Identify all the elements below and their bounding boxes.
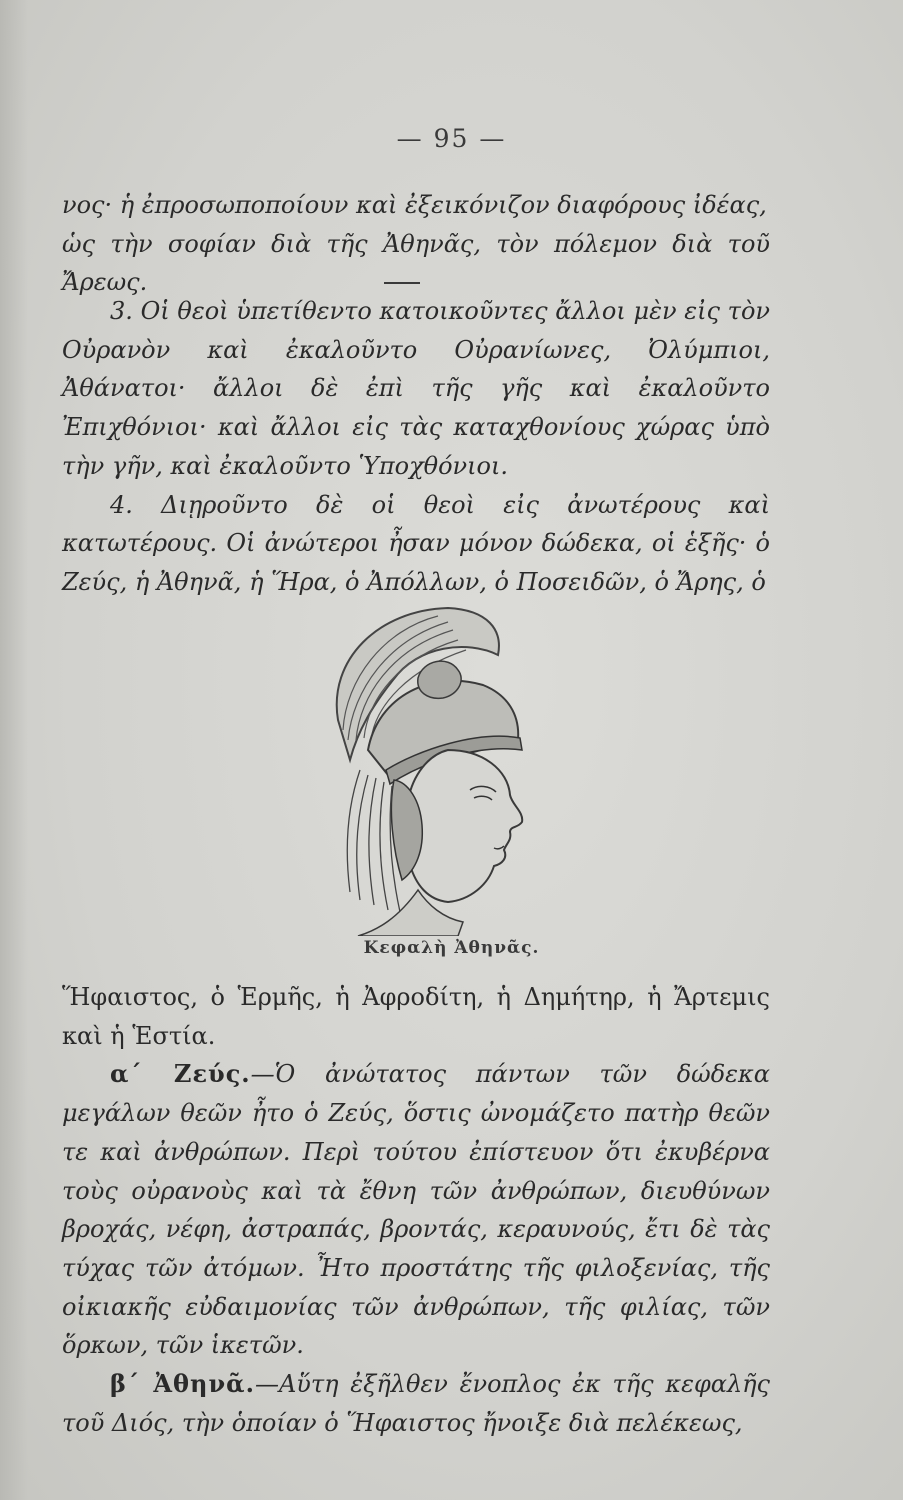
paragraph-4: 4. Διῃροῦντο δὲ οἱ θεοὶ εἰς ἀνωτέρους καὶ κατωτέρους. Οἱ ἀνώτεροι ἦσαν μόνον δώδεκα, οἱ ἑξῆς· ὁ Ζεύς, ἡ Ἀθηνᾶ, ἡ Ἥρα, ὁ Ἀπόλλων, ὁ Ποσειδῶν, ὁ Ἄρης, ὁ [62, 490, 770, 596]
zeus-text: —Ὁ ἀνώτατος πάντων τῶν δώδεκα μεγάλων θεῶν ἦτο ὁ Ζεύς, ὅστις ὠνομάζετο πατὴρ θεῶν τε καὶ ἀνθρώπων. Περὶ τούτου ἐπίστευον ὅτι ἐκυβέρνα τοὺς οὐρανοὺς καὶ τὰ ἔθνη τῶν ἀνθρώπων, διευθύνων βροχάς, νέφη, ἀστραπάς, βροντάς, κεραυνούς, ἔτι δὲ τὰς τύχας τῶν ἀτόμων. Ἦτο προστάτης τῆς φιλοξενίας, τῆς οἰκιακῆς εὐδαιμονίας τῶν ἀνθρώπων, τῆς φιλίας, τῶν ὅρκων, τῶν ἱκετῶν. [62, 1060, 770, 1360]
athena-text: —Αὕτη ἐξῆλθεν ἔνοπλος ἐκ τῆς κεφαλῆς τοῦ Διός, τὴν ὁποίαν ὁ Ἥφαιστος ἤνοιξε διὰ πελέκεως, [62, 1370, 770, 1437]
paragraph-3: 3. Οἱ θεοὶ ὑπετίθεντο κατοικοῦντες ἄλλοι μὲν εἰς τὸν Οὐρανὸν καὶ ἐκαλοῦντο Οὐρανίωνες, Ὀλύμπιοι, Ἀθάνατοι· ἄλλοι δὲ ἐπὶ τῆς γῆς καὶ ἐκαλοῦντο Ἐπιχθόνιοι· καὶ ἄλλοι εἰς τὰς καταχθονίους χώρας ὑπὸ τὴν γῆν, καὶ ἐκαλοῦντο Ὑποχθόνιοι. [62, 297, 770, 480]
page-fold-shadow [0, 0, 28, 1500]
zeus-heading: α΄ Ζεύς. [110, 1059, 251, 1089]
page-number: — 95 — [396, 124, 507, 153]
section-athena [62, 1365, 770, 1442]
figure-caption: Κεφαλὴ Ἀθηνᾶς. [363, 938, 540, 958]
paragraph-4-continuation: Ἥφαιστος, ὁ Ἑρμῆς, ἡ Ἀφροδίτη, ἡ Δημήτηρ, ἡ Ἄρτεμις καὶ ἡ Ἑστία. [62, 983, 770, 1050]
text-line: ὡς τὴν σοφίαν διὰ τῆς Ἀθηνᾶς, τὸν πόλεμον διὰ τοῦ Ἄρεως. [62, 229, 770, 297]
athena-heading: β΄ Ἀθηνᾶ. [110, 1369, 255, 1399]
section-divider [384, 282, 420, 284]
section-zeus [62, 1055, 770, 1365]
paragraphs-after-figure [62, 978, 770, 1442]
text-line: νος· ἡ ἐπροσωποποίουν καὶ ἐξεικόνιζον διαφόρους ἰδέας, [62, 191, 767, 219]
athena-head-engraving [298, 600, 542, 936]
paragraphs-3-4 [62, 292, 770, 602]
continued-paragraph [62, 186, 770, 302]
